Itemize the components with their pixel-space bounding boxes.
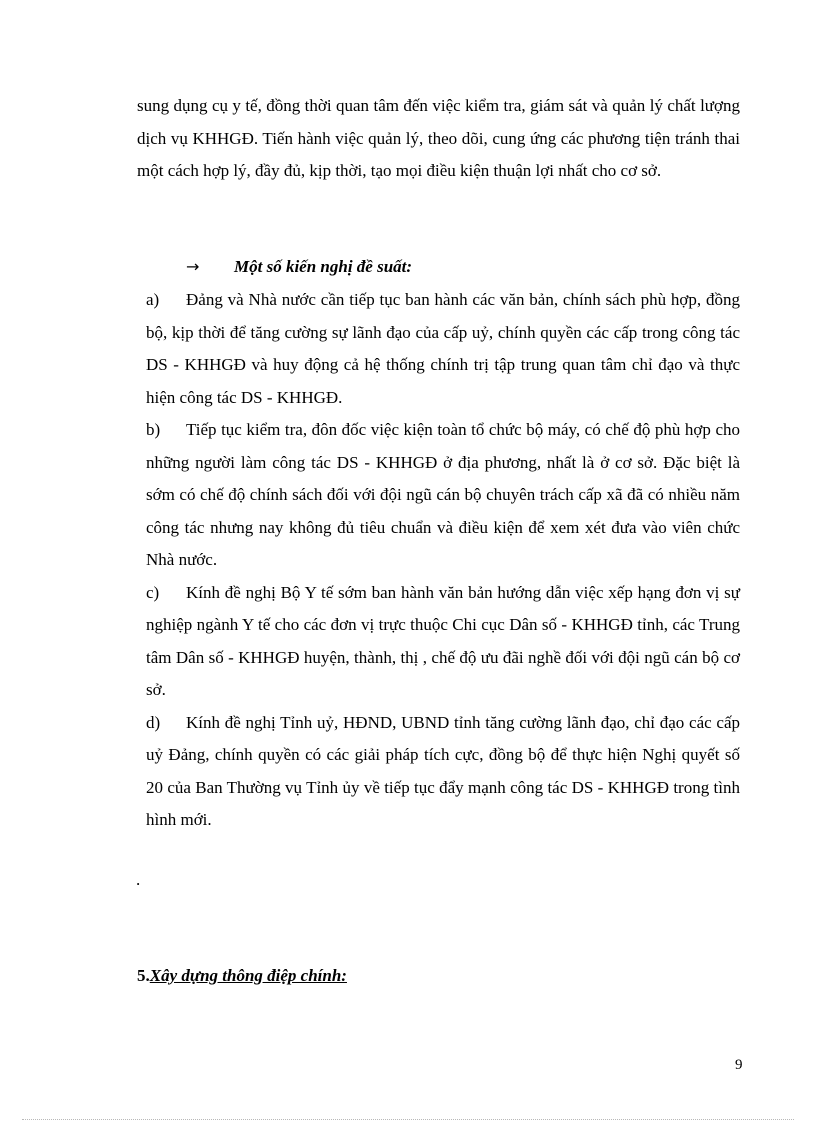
recommendations-heading-text: Một số kiến nghị đề suất: — [234, 257, 413, 276]
list-item-marker: c) — [146, 582, 160, 602]
section-heading — [137, 963, 347, 989]
recommendations-list — [146, 284, 740, 837]
page-number: 9 — [735, 1057, 743, 1073]
list-item-text: Kính đề nghị Bộ Y tế sớm ban hành văn bản hướng dẫn việc xếp hạng đơn vị sự nghiệp ngành Y tế cho các đơn vị trực thuộc Chi cục Dân số - KHHGĐ tỉnh, các Trung tâm Dân số - KHHGĐ huyện, thành, thị , chế độ ưu đãi nghề đối với đội ngũ cán bộ cơ sở. — [146, 582, 740, 699]
page-bottom-border — [22, 1119, 794, 1120]
list-item — [146, 707, 740, 837]
right-arrow-icon: → — [186, 257, 200, 276]
list-item — [146, 414, 740, 577]
section-title: Xây dựng thông điệp chính: — [149, 966, 347, 985]
list-item-marker: a) — [146, 290, 160, 309]
list-item-text: Tiếp tục kiểm tra, đôn đốc việc kiện toàn tổ chức bộ máy, có chế độ phù hợp cho những người làm công tác DS - KHHGĐ ở địa phương, nhất là ở cơ sở. Đặc biệt là sớm có chế độ chính sách đối với đội ngũ cán bộ chuyên trách cấp xã đã có nhiều năm công tác nhưng nay không đủ tiêu chuẩn và điều kiện để xem xét đưa vào viên chức Nhà nước. — [146, 420, 740, 569]
list-item — [146, 577, 740, 707]
list-item-marker: d) — [146, 712, 161, 732]
recommendations-heading — [186, 252, 412, 282]
list-item-marker: b) — [146, 420, 161, 439]
list-item-text: Kính đề nghị Tỉnh uỷ, HĐND, UBND tỉnh tăng cường lãnh đạo, chỉ đạo các cấp uỷ Đảng, chính quyền có các giải pháp tích cực, đồng bộ để thực hiện Nghị quyết số 20 của Ban Thường vụ Tỉnh ủy về tiếp tục đẩy mạnh công tác DS - KHHGĐ trong tình hình mới. — [146, 712, 740, 829]
list-item-text: Đảng và Nhà nước cần tiếp tục ban hành các văn bản, chính sách phù hợp, đồng bộ, kịp thời để tăng cường sự lãnh đạo của cấp uỷ, chính quyền các cấp trong công tác DS - KHHGĐ và huy động cả hệ thống chính trị tập trung quan tâm chỉ đạo và thực hiện công tác DS - KHHGĐ. — [146, 290, 740, 407]
stray-dot: . — [136, 870, 141, 889]
intro-paragraph: sung dụng cụ y tế, đồng thời quan tâm đến việc kiểm tra, giám sát và quản lý chất lượng dịch vụ KHHGĐ. Tiến hành việc quản lý, theo dõi, cung ứng các phương tiện tránh thai một cách hợp lý, đầy đủ, kịp thời, tạo mọi điều kiện thuận lợi nhất cho cơ sở. — [137, 96, 740, 180]
section-number: 5. — [137, 966, 150, 985]
list-item — [146, 284, 740, 414]
